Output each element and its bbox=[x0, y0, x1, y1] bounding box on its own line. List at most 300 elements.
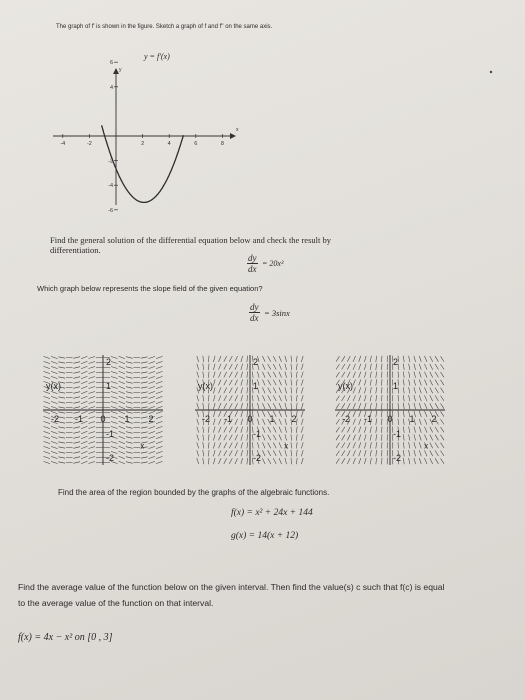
slope-mark bbox=[111, 377, 118, 379]
slope-mark bbox=[156, 416, 163, 418]
slope-mark bbox=[156, 406, 163, 408]
slope-mark bbox=[342, 427, 345, 433]
slope-mark bbox=[219, 372, 222, 378]
slope-mark bbox=[89, 407, 96, 409]
slope-mark bbox=[73, 377, 80, 379]
slope-mark bbox=[81, 376, 87, 378]
slope-mark bbox=[229, 364, 232, 370]
slope-mark bbox=[285, 387, 287, 393]
slope-mark bbox=[58, 442, 65, 443]
slope-mark bbox=[409, 458, 410, 464]
slope-mark bbox=[403, 403, 404, 409]
slope-mark bbox=[241, 387, 243, 393]
slope-mark bbox=[262, 411, 265, 417]
slope-mark bbox=[89, 372, 96, 374]
slope-mark bbox=[103, 442, 110, 443]
slope-mark bbox=[197, 395, 199, 401]
slope-mark bbox=[141, 462, 148, 463]
slope-mark bbox=[441, 356, 445, 361]
slope-mark bbox=[425, 435, 428, 441]
slope-mark bbox=[430, 443, 433, 449]
slope-mark bbox=[149, 456, 156, 458]
slope-mark bbox=[51, 441, 58, 443]
panel-y-tick-label: 1 bbox=[393, 381, 399, 392]
slope-mark bbox=[224, 380, 227, 386]
slope-mark bbox=[58, 397, 65, 398]
slope-mark bbox=[370, 364, 371, 370]
slope-mark bbox=[296, 450, 297, 456]
slope-mark bbox=[336, 458, 340, 463]
slope-mark bbox=[364, 442, 366, 448]
slope-mark bbox=[219, 450, 222, 456]
slope-mark bbox=[347, 403, 350, 409]
slope-mark bbox=[441, 419, 445, 424]
slope-mark bbox=[336, 443, 340, 448]
slope-mark bbox=[291, 364, 292, 370]
slope-mark bbox=[81, 431, 87, 433]
x-tick-label: 8 bbox=[220, 141, 224, 147]
slope-mark bbox=[359, 442, 361, 448]
slope-mark bbox=[257, 372, 259, 378]
slope-mark bbox=[273, 380, 276, 386]
slope-mark bbox=[119, 441, 125, 443]
slope-mark bbox=[44, 461, 51, 463]
slope-mark bbox=[209, 458, 210, 464]
slope-mark bbox=[262, 435, 265, 441]
panel-x-tick-label: -1 bbox=[363, 414, 373, 424]
slope-mark bbox=[126, 402, 133, 404]
slope-mark bbox=[58, 367, 65, 368]
slope-mark bbox=[58, 402, 65, 403]
slope-mark bbox=[268, 380, 271, 386]
slope-mark bbox=[441, 388, 445, 393]
slope-mark bbox=[119, 401, 125, 403]
slope-mark bbox=[149, 361, 156, 363]
slope-mark bbox=[119, 366, 125, 368]
slope-mark bbox=[58, 417, 65, 418]
slope-mark bbox=[44, 411, 51, 413]
slope-mark bbox=[247, 442, 248, 448]
slope-mark bbox=[141, 407, 148, 408]
slope-mark bbox=[359, 356, 361, 362]
slope-mark bbox=[111, 412, 118, 414]
slope-mark bbox=[301, 427, 303, 433]
slope-mark bbox=[382, 372, 383, 378]
slope-mark bbox=[370, 442, 371, 448]
slope-mark bbox=[403, 395, 404, 401]
slope-mark bbox=[126, 382, 133, 384]
slope-mark bbox=[376, 372, 377, 378]
slope-mark bbox=[103, 372, 110, 373]
slope-mark bbox=[89, 462, 96, 464]
panel-x-tick-label: -2 bbox=[201, 414, 211, 424]
slope-mark bbox=[126, 407, 133, 409]
slope-mark bbox=[81, 371, 87, 373]
slope-mark bbox=[353, 380, 356, 386]
slope-mark bbox=[409, 364, 410, 370]
slope-mark bbox=[203, 395, 204, 401]
slope-mark bbox=[279, 364, 282, 370]
problem-5-line-1: Find the average value of the function below on the given interval. Then find the value(s) c such that f(c) is equal bbox=[18, 582, 445, 592]
slope-mark bbox=[419, 458, 421, 464]
slope-mark bbox=[296, 379, 297, 385]
slope-mark bbox=[96, 452, 103, 453]
slope-mark bbox=[219, 442, 222, 448]
slope-mark bbox=[425, 458, 428, 464]
slope-mark bbox=[111, 357, 118, 359]
slope-mark bbox=[141, 382, 148, 383]
slope-mark bbox=[419, 356, 421, 362]
slope-mark bbox=[342, 435, 345, 441]
slope-mark bbox=[419, 442, 421, 448]
slope-mark bbox=[301, 395, 303, 401]
slope-mark bbox=[370, 450, 371, 456]
slope-mark bbox=[441, 451, 445, 456]
slope-mark bbox=[235, 387, 238, 393]
slope-mark bbox=[398, 379, 399, 385]
slope-mark bbox=[96, 427, 103, 428]
slope-field-option-2[interactable] bbox=[195, 355, 305, 465]
slope-mark bbox=[403, 387, 404, 393]
slope-mark bbox=[156, 451, 163, 453]
slope-mark bbox=[213, 419, 215, 425]
slope-mark bbox=[119, 371, 125, 373]
slope-mark bbox=[197, 356, 199, 362]
slope-mark bbox=[285, 419, 287, 425]
slope-mark bbox=[203, 372, 204, 378]
slope-mark bbox=[209, 427, 210, 433]
slope-mark bbox=[219, 387, 222, 393]
slope-mark bbox=[156, 356, 163, 358]
slope-mark bbox=[126, 432, 133, 434]
problem-3-rhs: = 3sinx bbox=[264, 308, 290, 318]
slope-mark bbox=[73, 442, 80, 444]
problem-2-line-2: differentiation. bbox=[50, 245, 101, 255]
numerator: dy bbox=[250, 302, 259, 312]
slope-mark bbox=[409, 387, 410, 393]
slope-mark bbox=[273, 356, 276, 362]
slope-mark bbox=[419, 364, 421, 370]
slope-mark bbox=[353, 419, 356, 425]
slope-mark bbox=[262, 380, 265, 386]
slope-mark bbox=[81, 381, 87, 383]
slope-mark bbox=[414, 450, 416, 456]
slope-mark bbox=[44, 441, 51, 443]
slope-mark bbox=[241, 434, 243, 440]
slope-mark bbox=[382, 427, 383, 433]
slope-mark bbox=[81, 366, 87, 368]
panel-y-tick-label: -2 bbox=[253, 452, 262, 463]
slope-mark bbox=[89, 417, 96, 419]
slope-mark bbox=[224, 435, 227, 441]
slope-mark bbox=[235, 442, 238, 448]
slope-mark bbox=[126, 447, 133, 449]
slope-mark bbox=[370, 403, 371, 409]
slope-mark bbox=[273, 388, 276, 394]
slope-mark bbox=[213, 379, 215, 385]
slope-mark bbox=[224, 443, 227, 449]
slope-mark bbox=[370, 434, 371, 440]
slope-mark bbox=[291, 372, 292, 378]
slope-mark bbox=[229, 443, 232, 449]
slope-mark bbox=[342, 443, 345, 449]
slope-mark bbox=[119, 446, 125, 448]
slope-mark bbox=[81, 426, 87, 428]
slope-mark bbox=[44, 391, 51, 393]
slope-mark bbox=[347, 372, 350, 378]
slope-mark bbox=[376, 356, 377, 362]
slope-mark bbox=[51, 356, 58, 358]
slope-mark bbox=[296, 458, 297, 464]
slope-mark bbox=[235, 419, 238, 425]
slope-field-option-1[interactable] bbox=[43, 355, 163, 465]
slope-mark bbox=[149, 446, 156, 448]
slope-mark bbox=[119, 356, 125, 358]
slope-mark bbox=[119, 361, 125, 363]
slope-mark bbox=[435, 396, 438, 402]
slope-mark bbox=[291, 395, 292, 401]
slope-mark bbox=[141, 437, 148, 438]
slope-mark bbox=[73, 402, 80, 404]
slope-mark bbox=[291, 434, 292, 440]
slope-mark bbox=[73, 432, 80, 434]
slope-mark bbox=[301, 458, 303, 464]
slope-mark bbox=[126, 427, 133, 429]
slope-mark bbox=[301, 419, 303, 425]
panel-y-tick-label: -2 bbox=[393, 452, 402, 463]
slope-mark bbox=[235, 380, 238, 386]
slope-mark bbox=[96, 397, 103, 398]
slope-mark bbox=[224, 427, 227, 433]
slope-mark bbox=[203, 427, 204, 433]
slope-mark bbox=[44, 401, 51, 403]
slope-mark bbox=[279, 380, 282, 386]
slope-mark bbox=[279, 411, 282, 417]
slope-mark bbox=[296, 442, 297, 448]
slope-mark bbox=[197, 434, 199, 440]
slope-mark bbox=[58, 427, 65, 428]
slope-mark bbox=[219, 419, 222, 425]
slope-field-option-3[interactable] bbox=[335, 355, 445, 465]
slope-mark bbox=[425, 403, 428, 409]
slope-mark bbox=[126, 367, 133, 369]
slope-mark bbox=[301, 364, 303, 370]
slope-mark bbox=[301, 387, 303, 393]
slope-mark bbox=[156, 436, 163, 438]
slope-mark bbox=[403, 364, 404, 370]
slope-mark bbox=[296, 387, 297, 393]
slope-mark bbox=[197, 411, 199, 417]
slope-mark bbox=[241, 403, 243, 409]
slope-mark bbox=[409, 356, 410, 362]
slope-mark bbox=[89, 422, 96, 424]
slope-mark bbox=[425, 450, 428, 456]
slope-mark bbox=[435, 443, 438, 449]
slope-mark bbox=[126, 387, 133, 389]
slope-mark bbox=[409, 379, 410, 385]
slope-mark bbox=[247, 427, 248, 433]
panel-y-label: y(x) bbox=[46, 381, 61, 392]
panel-x-tick-label: 2 bbox=[148, 414, 154, 424]
slope-mark bbox=[285, 450, 287, 456]
slope-mark bbox=[51, 451, 58, 453]
slope-mark bbox=[73, 462, 80, 464]
slope-mark bbox=[425, 411, 428, 417]
slope-mark bbox=[44, 416, 51, 418]
slope-mark bbox=[81, 386, 87, 388]
slope-mark bbox=[156, 421, 163, 423]
slope-mark bbox=[409, 442, 410, 448]
slope-mark bbox=[213, 450, 215, 456]
slope-mark bbox=[285, 364, 287, 370]
slope-mark bbox=[301, 442, 303, 448]
slope-mark bbox=[430, 450, 433, 456]
slope-mark bbox=[224, 395, 227, 401]
slope-mark bbox=[224, 372, 227, 378]
slope-mark bbox=[213, 372, 215, 378]
slope-mark bbox=[403, 379, 404, 385]
slope-mark bbox=[441, 427, 445, 432]
slope-mark bbox=[51, 431, 58, 433]
slope-mark bbox=[359, 411, 361, 417]
slope-mark bbox=[111, 447, 118, 449]
slope-mark bbox=[441, 372, 445, 377]
slope-mark bbox=[414, 458, 416, 464]
slope-mark bbox=[126, 452, 133, 454]
slope-mark bbox=[279, 419, 282, 425]
slope-mark bbox=[364, 356, 366, 362]
slope-mark bbox=[359, 364, 361, 370]
slope-mark bbox=[149, 441, 156, 443]
slope-mark bbox=[126, 397, 133, 399]
slope-mark bbox=[235, 450, 238, 456]
slope-mark bbox=[414, 379, 416, 385]
slope-mark bbox=[291, 356, 292, 362]
slope-mark bbox=[419, 411, 421, 417]
slope-mark bbox=[219, 458, 222, 464]
slope-mark bbox=[262, 356, 265, 362]
slope-mark bbox=[44, 451, 51, 453]
slope-mark bbox=[111, 397, 118, 399]
slope-mark bbox=[73, 392, 80, 394]
slope-mark bbox=[382, 450, 383, 456]
slope-mark bbox=[96, 462, 103, 463]
slope-mark bbox=[268, 364, 271, 370]
slope-mark bbox=[209, 434, 210, 440]
slope-mark bbox=[257, 419, 259, 425]
slope-mark bbox=[51, 436, 58, 438]
slope-mark bbox=[247, 356, 248, 362]
slope-mark bbox=[279, 372, 282, 378]
slope-mark bbox=[89, 447, 96, 449]
slope-mark bbox=[73, 407, 80, 409]
slope-mark bbox=[285, 434, 287, 440]
slope-mark bbox=[382, 458, 383, 464]
slope-mark bbox=[156, 461, 163, 463]
slope-mark bbox=[347, 458, 350, 464]
slope-mark bbox=[89, 402, 96, 404]
slope-mark bbox=[398, 356, 399, 362]
slope-mark bbox=[296, 356, 297, 362]
slope-mark bbox=[268, 403, 271, 409]
slope-mark bbox=[229, 458, 232, 464]
slope-mark bbox=[247, 364, 248, 370]
slope-mark bbox=[235, 427, 238, 433]
slope-mark bbox=[51, 461, 58, 463]
slope-mark bbox=[149, 431, 156, 433]
slope-mark bbox=[359, 372, 361, 378]
slope-mark bbox=[382, 395, 383, 401]
slope-mark bbox=[209, 403, 210, 409]
problem-2-line-1: Find the general solution of the differential equation below and check the result by bbox=[50, 235, 331, 245]
slope-mark bbox=[203, 450, 204, 456]
slope-mark bbox=[96, 412, 103, 413]
slope-mark bbox=[262, 458, 265, 464]
slope-mark bbox=[44, 376, 51, 378]
slope-mark bbox=[364, 458, 366, 464]
slope-mark bbox=[203, 442, 204, 448]
slope-mark bbox=[336, 396, 340, 401]
slope-mark bbox=[382, 356, 383, 362]
slope-mark bbox=[103, 407, 110, 408]
slope-mark bbox=[285, 379, 287, 385]
slope-mark bbox=[425, 387, 428, 393]
slope-mark bbox=[219, 411, 222, 417]
slope-mark bbox=[353, 403, 356, 409]
slope-mark bbox=[149, 386, 156, 388]
slope-mark bbox=[301, 411, 303, 417]
slope-mark bbox=[126, 372, 133, 374]
slope-mark bbox=[419, 387, 421, 393]
slope-mark bbox=[279, 435, 282, 441]
slope-mark bbox=[342, 372, 345, 378]
slope-mark bbox=[89, 357, 96, 359]
panel-x-tick-label: 1 bbox=[124, 414, 130, 424]
slope-mark bbox=[126, 462, 133, 464]
slope-mark bbox=[229, 372, 232, 378]
slope-mark bbox=[119, 391, 125, 393]
slope-mark bbox=[296, 403, 297, 409]
slope-mark bbox=[149, 396, 156, 398]
slope-mark bbox=[73, 452, 80, 454]
slope-mark bbox=[219, 427, 222, 433]
slope-mark bbox=[430, 388, 433, 394]
slope-mark bbox=[126, 437, 133, 439]
slope-mark bbox=[149, 406, 156, 408]
slope-mark bbox=[111, 392, 118, 394]
slope-mark bbox=[73, 367, 80, 369]
slope-mark bbox=[73, 427, 80, 429]
panel-x-label: x bbox=[424, 441, 429, 451]
slope-mark bbox=[119, 461, 125, 463]
slope-mark bbox=[89, 382, 96, 384]
slope-mark bbox=[51, 406, 58, 408]
slope-mark bbox=[376, 411, 377, 417]
slope-mark bbox=[141, 422, 148, 423]
problem-5-function: f(x) = 4x − x² on [0 , 3] bbox=[18, 632, 113, 643]
slope-mark bbox=[89, 377, 96, 379]
y-tick-label: -2 bbox=[108, 158, 113, 165]
slope-mark bbox=[435, 451, 438, 457]
slope-mark bbox=[235, 372, 238, 378]
problem-3-prompt: Which graph below represents the slope field of the given equation? bbox=[37, 284, 263, 293]
slope-mark bbox=[414, 356, 416, 362]
slope-mark bbox=[419, 395, 421, 401]
slope-mark bbox=[409, 395, 410, 401]
panel-x-tick-label: -1 bbox=[223, 414, 233, 424]
slope-mark bbox=[359, 419, 361, 425]
y-axis-label: y bbox=[119, 67, 122, 73]
